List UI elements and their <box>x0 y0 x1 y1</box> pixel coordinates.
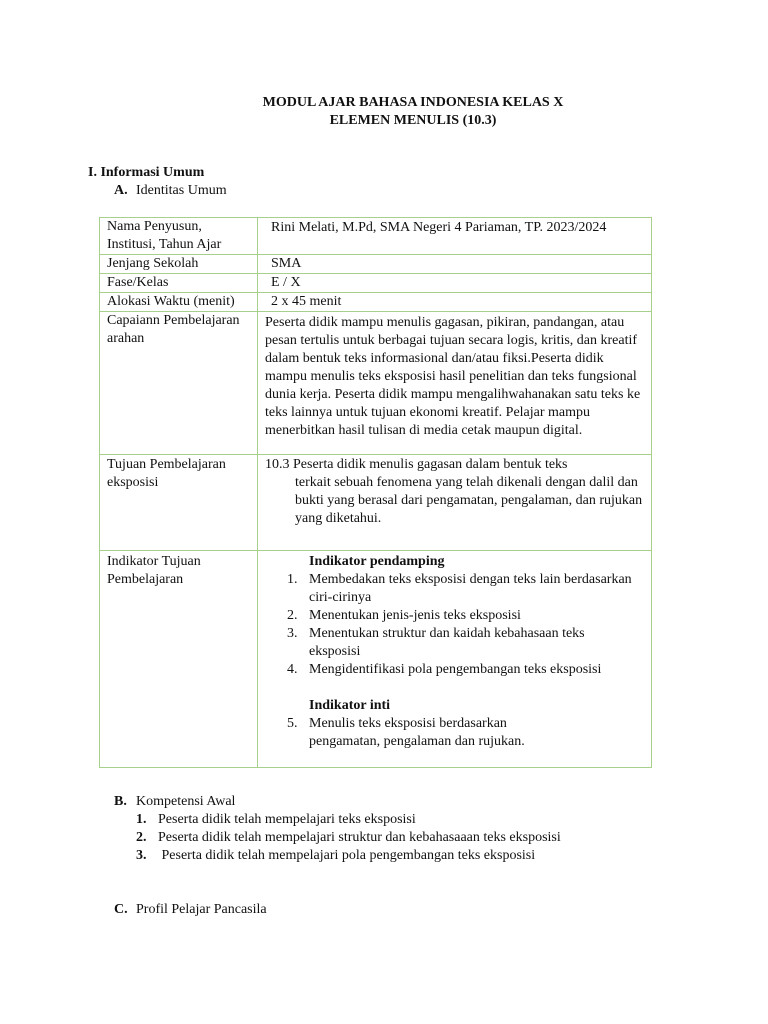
list-item <box>136 829 561 847</box>
list-number: 2. <box>287 608 298 623</box>
subsection-label: Identitas Umum <box>136 183 227 198</box>
row-label: Alokasi Waktu (menit) <box>100 293 258 312</box>
tujuan-first-line: 10.3 Peserta didik menulis gagasan dalam bentuk teks <box>265 457 568 472</box>
indikator-content <box>271 551 645 767</box>
title-line-2: ELEMEN MENULIS (10.3) <box>329 113 497 128</box>
list-number: 1. <box>136 812 147 827</box>
list-item <box>136 811 561 829</box>
section-heading-informasi-umum: I. Informasi Umum <box>88 165 205 180</box>
list-number: 4. <box>287 662 298 677</box>
list-text: Peserta didik telah mempelajari teks eksposisi <box>158 812 416 827</box>
capaian-text: Peserta didik mampu menulis gagasan, pikiran, pandangan, atau pesan tertulis untuk berbagai tujuan secara logis, kritis, dan kreatif dalam bentuk teks informasional dan/atau fiksi.Peserta didik mampu menulis teks eksposisi hasil penelitian dan teks fungsional dunia kerja. Peserta didik mampu mengalihwahanakan satu teks ke teks lainnya untuk tujuan ekonomi kreatif. Pelajar mampu menerbitkan hasil tulisan di media cetak maupun digital. <box>265 315 641 438</box>
table-row <box>100 293 652 312</box>
list-text: Menentukan jenis-jenis teks eksposisi <box>309 608 521 623</box>
indikator-pendamping-list <box>271 571 645 679</box>
list-item <box>271 625 645 661</box>
row-label: Indikator Tujuan Pembelajaran <box>100 551 258 768</box>
row-label: Nama Penyusun, Institusi, Tahun Ajar <box>100 218 258 255</box>
subsection-identitas-umum <box>114 182 227 200</box>
list-number: 3. <box>287 626 298 641</box>
table-row <box>100 551 652 768</box>
list-item <box>271 661 645 679</box>
table-row <box>100 455 652 551</box>
list-item <box>271 607 645 625</box>
list-text: Menulis teks eksposisi berdasarkan pengamatan, pengalaman dan rujukan. <box>309 716 525 749</box>
tujuan-continuation: terkait sebuah fenomena yang telah dikenali dengan dalil dan bukti yang berasal dari pengamatan, pengalaman, dan rujukan yang diketahui. <box>295 475 643 526</box>
kompetensi-list <box>136 811 561 865</box>
subsection-marker: C. <box>114 902 128 917</box>
row-label: Capaiann Pembelajaran arahan <box>100 312 258 455</box>
table-row <box>100 218 652 255</box>
row-value: SMA <box>258 255 652 274</box>
list-number: 3. <box>136 848 147 863</box>
indikator-inti-heading: Indikator inti <box>309 698 391 713</box>
table-row <box>100 255 652 274</box>
subsection-label: Kompetensi Awal <box>136 794 236 809</box>
row-value: Rini Melati, M.Pd, SMA Negeri 4 Pariaman, TP. 2023/2024 <box>258 218 652 255</box>
list-text: Peserta didik telah mempelajari struktur dan kebahasaaan teks eksposisi <box>158 830 561 845</box>
row-value: 2 x 45 menit <box>258 293 652 312</box>
list-item <box>136 847 561 865</box>
list-text: Peserta didik telah mempelajari pola pengembangan teks eksposisi <box>158 848 536 863</box>
subsection-kompetensi-awal <box>114 793 235 811</box>
subsection-label: Profil Pelajar Pancasila <box>136 902 267 917</box>
row-value: E / X <box>258 274 652 293</box>
row-label: Jenjang Sekolah <box>100 255 258 274</box>
list-item <box>271 571 645 607</box>
identitas-table <box>99 217 652 768</box>
list-text: Membedakan teks eksposisi dengan teks lain berdasarkan ciri-cirinya <box>309 572 632 605</box>
list-number: 2. <box>136 830 147 845</box>
tujuan-text <box>265 455 645 550</box>
row-label: Fase/Kelas <box>100 274 258 293</box>
list-number: 1. <box>287 572 298 587</box>
list-text: Menentukan struktur dan kaidah kebahasaan teks eksposisi <box>309 626 585 659</box>
list-item <box>271 715 645 751</box>
indikator-inti-list <box>271 715 645 751</box>
indikator-pendamping-heading: Indikator pendamping <box>309 554 445 569</box>
table-row <box>100 312 652 455</box>
title-line-1: MODUL AJAR BAHASA INDONESIA KELAS X <box>262 95 564 110</box>
subsection-profil-pelajar <box>114 901 267 919</box>
subsection-marker: B. <box>114 794 127 809</box>
document-title <box>0 94 768 130</box>
list-number: 5. <box>287 716 298 731</box>
table-row <box>100 274 652 293</box>
row-label: Tujuan Pembelajaran eksposisi <box>100 455 258 551</box>
list-text: Mengidentifikasi pola pengembangan teks eksposisi <box>309 662 602 677</box>
subsection-marker: A. <box>114 183 128 198</box>
